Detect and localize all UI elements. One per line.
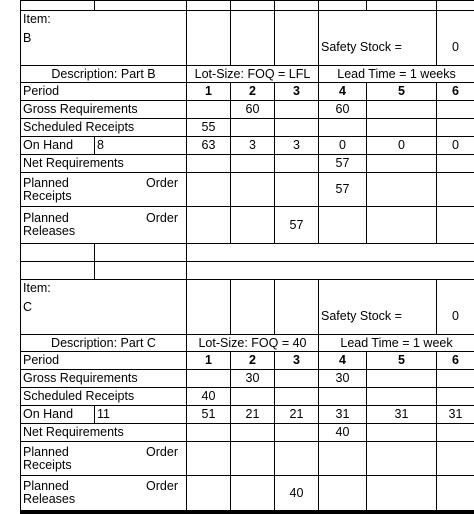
- scheduled-label: Scheduled Receipts: [21, 388, 187, 406]
- porel-cell: [187, 207, 231, 244]
- item-label: Item:: [23, 281, 51, 295]
- por-cell: [437, 173, 474, 207]
- scheduled-cell: [319, 119, 367, 137]
- scheduled-cell: [367, 119, 437, 137]
- lead-time: Lead Time = 1 week: [319, 335, 474, 352]
- porel-word-1: Planned: [23, 479, 69, 493]
- por-cell: [231, 442, 275, 476]
- por-cell: [275, 442, 319, 476]
- item-cell: [21, 11, 187, 66]
- scheduled-cell: 55: [187, 119, 231, 137]
- net-cell: [367, 424, 437, 442]
- por-cell: [367, 173, 437, 207]
- period-cell: 6: [437, 83, 474, 101]
- period-cell: 5: [367, 83, 437, 101]
- on-hand-cell: 0: [367, 137, 437, 155]
- porel-cell: [231, 207, 275, 244]
- gross-label: Gross Requirements: [21, 101, 187, 119]
- period-cell: 1: [187, 352, 231, 370]
- scheduled-cell: [437, 388, 474, 406]
- net-cell: [187, 155, 231, 173]
- scheduled-cell: [437, 119, 474, 137]
- on-hand-label: On Hand: [21, 137, 95, 155]
- spacer-row: [21, 1, 474, 11]
- por-cell: [437, 442, 474, 476]
- scheduled-cell: [275, 388, 319, 406]
- porel-cell: [367, 476, 437, 511]
- item-code: B: [23, 31, 32, 45]
- net-cell: [437, 155, 474, 173]
- description: Description: Part B: [21, 66, 187, 83]
- porel-word-2: Order: [146, 211, 178, 225]
- gross-cell: [367, 101, 437, 119]
- por-cell: 57: [319, 173, 367, 207]
- item-header-row: [21, 11, 474, 66]
- on-hand-cell: 3: [231, 137, 275, 155]
- period-cell: 2: [231, 83, 275, 101]
- period-cell: 6: [437, 352, 474, 370]
- on-hand-cell: 31: [437, 406, 474, 424]
- mrp-sheet: [20, 0, 474, 511]
- porel-cell: [231, 476, 275, 511]
- gross-row: [21, 101, 474, 119]
- period-cell: 2: [231, 352, 275, 370]
- on-hand-cell: 31: [319, 406, 367, 424]
- net-cell: [275, 424, 319, 442]
- item-code: C: [23, 300, 33, 314]
- scheduled-cell: [275, 119, 319, 137]
- por-word-1: Planned: [23, 444, 69, 459]
- description-row: [21, 335, 474, 352]
- por-cell: [275, 173, 319, 207]
- period-cell: 3: [275, 83, 319, 101]
- scheduled-row: [21, 388, 474, 406]
- porel-cell: [319, 476, 367, 511]
- on-hand-cell: 51: [187, 406, 231, 424]
- net-cell: [231, 424, 275, 442]
- description: Description: Part C: [21, 335, 187, 352]
- scheduled-cell: [231, 119, 275, 137]
- por-cell: [319, 442, 367, 476]
- porel-word-3: Releases: [23, 492, 76, 506]
- por-word-3: Receipts: [23, 457, 72, 472]
- net-cell: [437, 424, 474, 442]
- period-label: Period: [21, 83, 187, 101]
- bottom-border: [20, 510, 474, 514]
- net-label: Net Requirements: [21, 155, 187, 173]
- porel-cell: [437, 207, 474, 244]
- scheduled-cell: [319, 388, 367, 406]
- gross-cell: [437, 101, 474, 119]
- planned-receipts-row: [21, 173, 474, 207]
- net-cell: [231, 155, 275, 173]
- on-hand-cell: 3: [275, 137, 319, 155]
- on-hand-label: On Hand: [21, 406, 95, 424]
- gross-cell: [437, 370, 474, 388]
- scheduled-cell: [367, 388, 437, 406]
- gross-cell: 60: [231, 101, 275, 119]
- porel-cell: [187, 476, 231, 511]
- item-header-row: [21, 280, 474, 335]
- period-row: [21, 352, 474, 370]
- net-row: [21, 155, 474, 173]
- porel-cell: [437, 476, 474, 511]
- period-row: [21, 83, 474, 101]
- lead-time: Lead Time = 1 weeks: [319, 66, 474, 83]
- por-word-1: Planned: [23, 175, 69, 190]
- porel-cell: [367, 207, 437, 244]
- on-hand-row: [21, 137, 474, 155]
- gross-cell: [275, 101, 319, 119]
- gross-label: Gross Requirements: [21, 370, 187, 388]
- gross-cell: [187, 101, 231, 119]
- lot-size: Lot-Size: FOQ = 40: [187, 335, 319, 352]
- scheduled-cell: 40: [187, 388, 231, 406]
- blank-row: [21, 244, 474, 262]
- description-row: [21, 66, 474, 83]
- planned-releases-label: [21, 476, 187, 511]
- safety-stock-label: Safety Stock =: [319, 280, 437, 335]
- por-word-3: Receipts: [23, 188, 72, 203]
- on-hand-cell: 31: [367, 406, 437, 424]
- scheduled-cell: [231, 388, 275, 406]
- por-word-2: Order: [146, 175, 178, 190]
- lot-size: Lot-Size: FOQ = LFL: [187, 66, 319, 83]
- on-hand-cell: 21: [231, 406, 275, 424]
- on-hand-cell: 21: [275, 406, 319, 424]
- net-cell: [275, 155, 319, 173]
- safety-stock-label: Safety Stock =: [319, 11, 437, 66]
- por-cell: [187, 173, 231, 207]
- scheduled-label: Scheduled Receipts: [21, 119, 187, 137]
- porel-word-2: Order: [146, 479, 178, 493]
- por-cell: [187, 442, 231, 476]
- planned-releases-row: [21, 207, 474, 244]
- on-hand-initial: 11: [95, 406, 187, 424]
- safety-stock-value: 0: [437, 11, 474, 66]
- gross-cell: 30: [231, 370, 275, 388]
- period-cell: 4: [319, 83, 367, 101]
- net-cell: [187, 424, 231, 442]
- gross-cell: [275, 370, 319, 388]
- gross-cell: [187, 370, 231, 388]
- on-hand-cell: 63: [187, 137, 231, 155]
- planned-releases-label: [21, 207, 187, 244]
- gross-cell: [367, 370, 437, 388]
- porel-cell: 57: [275, 207, 319, 244]
- por-cell: [367, 442, 437, 476]
- porel-word-1: Planned: [23, 211, 69, 225]
- gross-cell: 30: [319, 370, 367, 388]
- porel-word-3: Releases: [23, 224, 76, 238]
- planned-receipts-label: [21, 173, 187, 207]
- on-hand-cell: 0: [319, 137, 367, 155]
- scheduled-row: [21, 119, 474, 137]
- on-hand-initial: 8: [95, 137, 187, 155]
- safety-stock-value: 0: [437, 280, 474, 335]
- period-cell: 5: [367, 352, 437, 370]
- por-word-2: Order: [146, 444, 178, 459]
- period-cell: 3: [275, 352, 319, 370]
- porel-cell: 40: [275, 476, 319, 511]
- period-cell: 1: [187, 83, 231, 101]
- planned-releases-row: [21, 476, 474, 511]
- net-cell: 57: [319, 155, 367, 173]
- net-label: Net Requirements: [21, 424, 187, 442]
- gross-cell: 60: [319, 101, 367, 119]
- on-hand-cell: 0: [437, 137, 474, 155]
- item-cell: [21, 280, 187, 335]
- period-cell: 4: [319, 352, 367, 370]
- planned-receipts-label: [21, 442, 187, 476]
- porel-cell: [319, 207, 367, 244]
- gross-row: [21, 370, 474, 388]
- blank-row: [21, 262, 474, 280]
- on-hand-row: [21, 406, 474, 424]
- period-label: Period: [21, 352, 187, 370]
- net-cell: [367, 155, 437, 173]
- net-row: [21, 424, 474, 442]
- net-cell: 40: [319, 424, 367, 442]
- item-label: Item:: [23, 12, 51, 26]
- planned-receipts-row: [21, 442, 474, 476]
- por-cell: [231, 173, 275, 207]
